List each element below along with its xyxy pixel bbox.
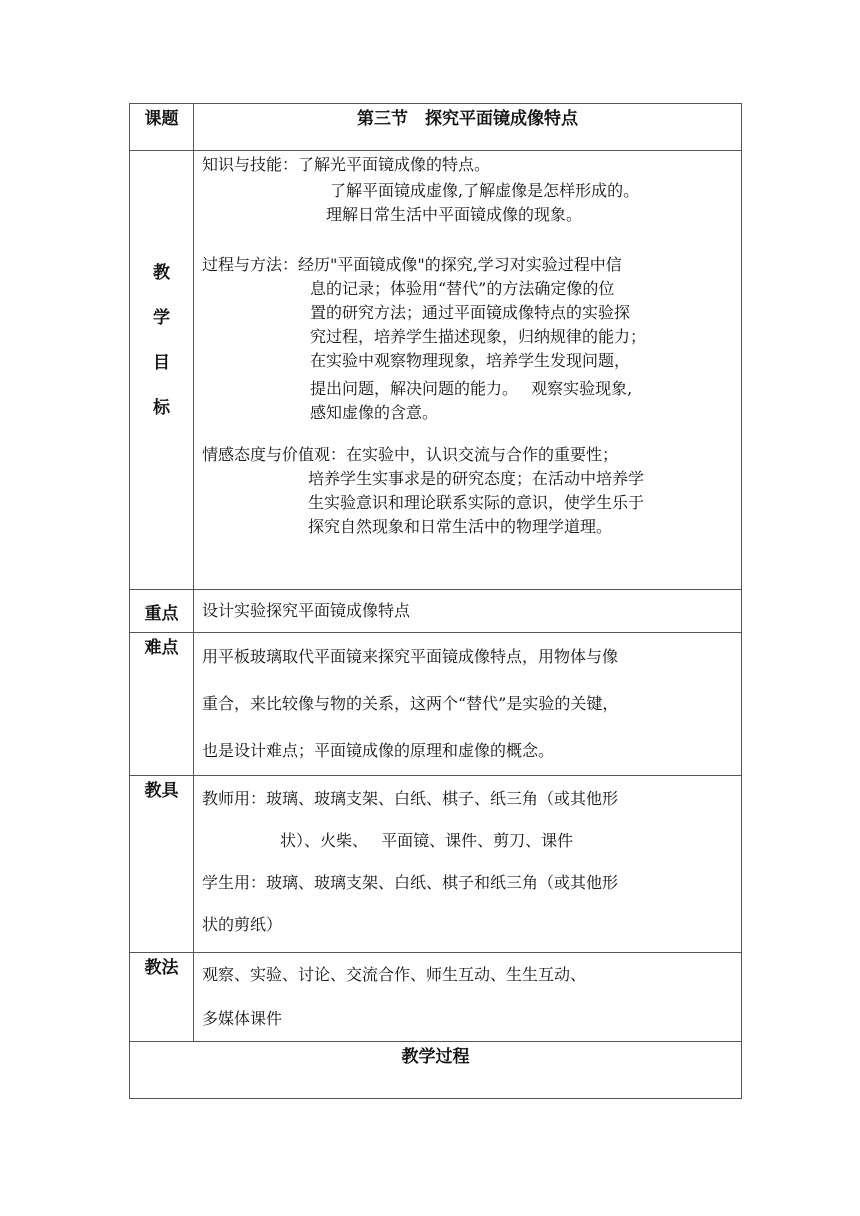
difficulty-line: 也是设计难点；平面镜成像的原理和虚像的概念。 (202, 741, 555, 760)
objectives-label (130, 251, 193, 431)
lesson-title: 第三节 探究平面镜成像特点 (194, 104, 742, 151)
process-line: 提出问题，解决问题的能力。 观察实验现象, (310, 379, 633, 398)
process-line: 置的研究方法；通过平面镜成像特点的实验探 (310, 303, 631, 322)
title-label: 课题 (130, 104, 194, 151)
process-objective: 过程与方法：经历"平面镜成像"的探究,学习对实验过程中信 (202, 255, 622, 274)
emotion-line: 培养学生实事求是的研究态度；在活动中培养学 (308, 469, 645, 488)
method-content (194, 953, 742, 1042)
knowledge-line: 理解日常生活中平面镜成像的现象。 (326, 205, 583, 224)
process-heading-row (130, 1042, 742, 1099)
process-line: 在实验中观察物理现象，培养学生发现问题， (310, 351, 631, 370)
objectives-label-char: 标 (153, 398, 170, 418)
student-tools-cont: 状的剪纸） (202, 915, 283, 934)
objectives-row (130, 151, 742, 590)
objectives-label-cell (130, 151, 194, 590)
method-line: 多媒体课件 (202, 1009, 283, 1028)
objectives-label-char: 目 (153, 353, 170, 373)
tools-row (130, 776, 742, 953)
difficulty-label: 难点 (130, 633, 194, 776)
knowledge-line: 了解平面镜成虚像,了解虚像是怎样形成的。 (330, 181, 640, 200)
key-point-label: 重点 (130, 590, 194, 633)
difficulty-content (194, 633, 742, 776)
objectives-content (194, 151, 742, 590)
process-heading: 教学过程 (130, 1042, 742, 1099)
difficulty-row (130, 633, 742, 776)
teacher-tools: 教师用：玻璃、玻璃支架、白纸、棋子、纸三角（或其他形 (202, 789, 619, 808)
emotion-objective: 情感态度与价值观：在实验中，认识交流与合作的重要性； (202, 445, 619, 464)
difficulty-line: 重合，来比较像与物的关系，这两个“替代”是实验的关键， (202, 694, 619, 713)
title-row (130, 104, 742, 151)
emotion-line: 探究自然现象和日常生活中的物理学道理。 (308, 517, 613, 536)
method-line: 观察、实验、讨论、交流合作、师生互动、生生互动、 (202, 965, 587, 984)
key-point-row (130, 590, 742, 633)
key-point-value: 设计实验探究平面镜成像特点 (202, 601, 411, 620)
key-point-text (194, 590, 742, 633)
lesson-plan-table (129, 103, 742, 1099)
knowledge-objective: 知识与技能：了解光平面镜成像的特点。 (202, 155, 491, 174)
student-tools: 学生用：玻璃、玻璃支架、白纸、棋子和纸三角（或其他形 (202, 873, 619, 892)
teacher-tools-cont: 状）、火柴、 平面镜、课件、剪刀、课件 (280, 831, 574, 850)
method-row (130, 953, 742, 1042)
objectives-label-char: 学 (153, 308, 170, 328)
tools-label: 教具 (130, 776, 194, 953)
tools-content (194, 776, 742, 953)
method-label: 教法 (130, 953, 194, 1042)
process-line: 感知虚像的含意。 (310, 403, 439, 422)
emotion-line: 生实验意识和理论联系实际的意识，使学生乐于 (308, 493, 645, 512)
difficulty-line: 用平板玻璃取代平面镜来探究平面镜成像特点，用物体与像 (202, 647, 619, 666)
process-line: 究过程，培养学生描述现象，归纳规律的能力； (310, 327, 647, 346)
process-line: 息的记录；体验用“替代”的方法确定像的位 (310, 279, 615, 298)
objectives-label-char: 教 (153, 263, 170, 283)
